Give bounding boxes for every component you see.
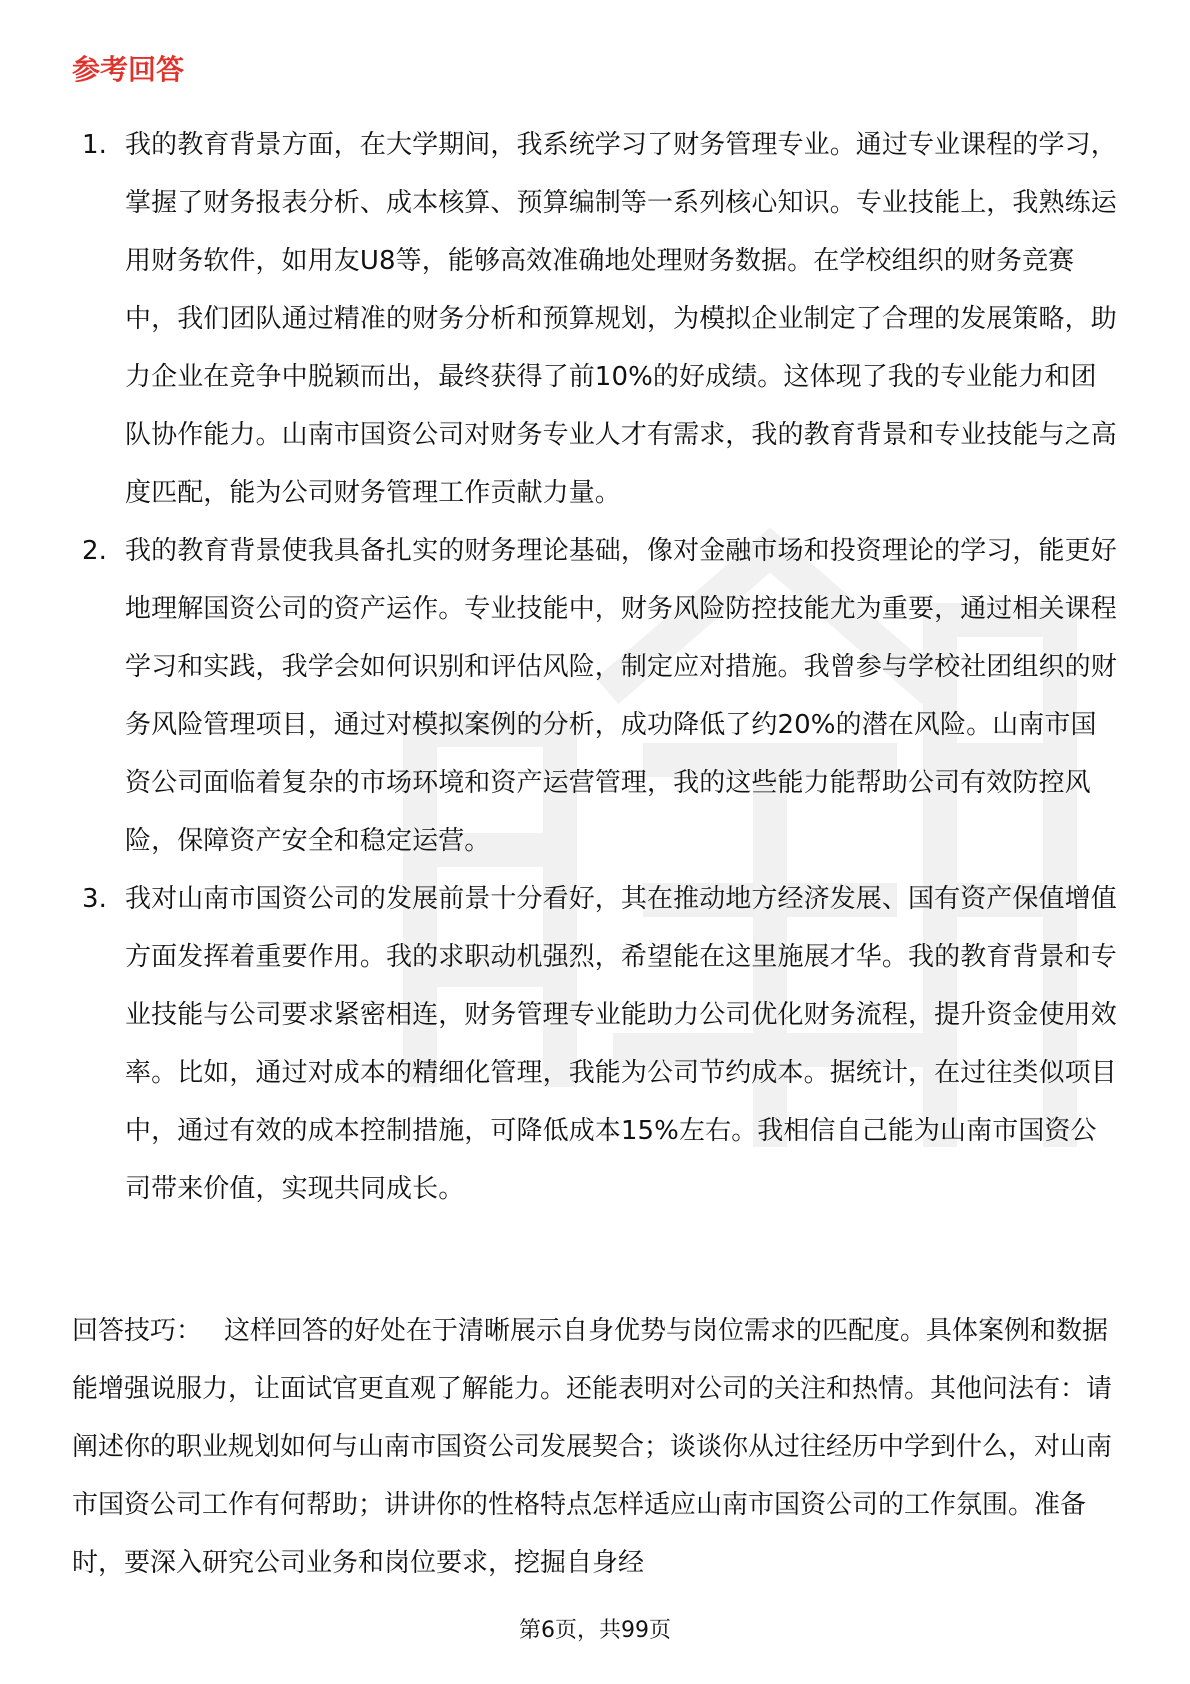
- answer-list: [82, 116, 1122, 1218]
- answer-number: 3.: [82, 884, 108, 914]
- answer-tips: [72, 1302, 1127, 1592]
- tips-label: 回答技巧：: [72, 1316, 203, 1346]
- answer-item-1: [82, 116, 1122, 522]
- answer-item-3: [82, 870, 1122, 1218]
- answer-text: 我的教育背景使我具备扎实的财务理论基础，像对金融市场和投资理论的学习，能更好地理解国资公司的资产运作。专业技能中，财务风险防控技能尤为重要，通过相关课程学习和实践，我学会如何识别和评估风险，制定应对措施。我曾参与学校社团组织的财务风险管理项目，通过对模拟案例的分析，成功降低了约20%的潜在风险。山南市国资公司面临着复杂的市场环境和资产运营管理，我的这些能力能帮助公司有效防控风险，保障资产安全和稳定运营。: [125, 536, 1117, 856]
- page-number: 第6页，共99页: [519, 1618, 671, 1643]
- answer-number: 1.: [82, 130, 108, 160]
- answer-number: 2.: [82, 536, 108, 566]
- answer-item-2: [82, 522, 1122, 870]
- answer-text: 我的教育背景方面，在大学期间，我系统学习了财务管理专业。通过专业课程的学习，掌握了财务报表分析、成本核算、预算编制等一系列核心知识。专业技能上，我熟练运用财务软件，如用友U8等，能够高效准确地处理财务数据。在学校组织的财务竞赛中，我们团队通过精准的财务分析和预算规划，为模拟企业制定了合理的发展策略，助力企业在竞争中脱颖而出，最终获得了前10%的好成绩。这体现了我的专业能力和团队协作能力。山南市国资公司对财务专业人才有需求，我的教育背景和专业技能与之高度匹配，能为公司财务管理工作贡献力量。: [125, 130, 1117, 508]
- tips-text: 这样回答的好处在于清晰展示自身优势与岗位需求的匹配度。具体案例和数据能增强说服力，让面试官更直观了解能力。还能表明对公司的关注和热情。其他问法有：请阐述你的职业规划如何与山南市国资公司发展契合；谈谈你从过往经历中学到什么，对山南市国资公司工作有何帮助；讲讲你的性格特点怎样适应山南市国资公司的工作氛围。准备时，要深入研究公司业务和岗位要求，挖掘自身经: [72, 1316, 1113, 1578]
- answer-text: 我对山南市国资公司的发展前景十分看好，其在推动地方经济发展、国有资产保值增值方面发挥着重要作用。我的求职动机强烈，希望能在这里施展才华。我的教育背景和专业技能与公司要求紧密相连，财务管理专业能助力公司优化财务流程，提升资金使用效率。比如，通过对成本的精细化管理，我能为公司节约成本。据统计，在过往类似项目中，通过有效的成本控制措施，可降低成本15%左右。我相信自己能为山南市国资公司带来价值，实现共同成长。: [125, 884, 1117, 1204]
- section-title: 参考回答: [72, 53, 185, 86]
